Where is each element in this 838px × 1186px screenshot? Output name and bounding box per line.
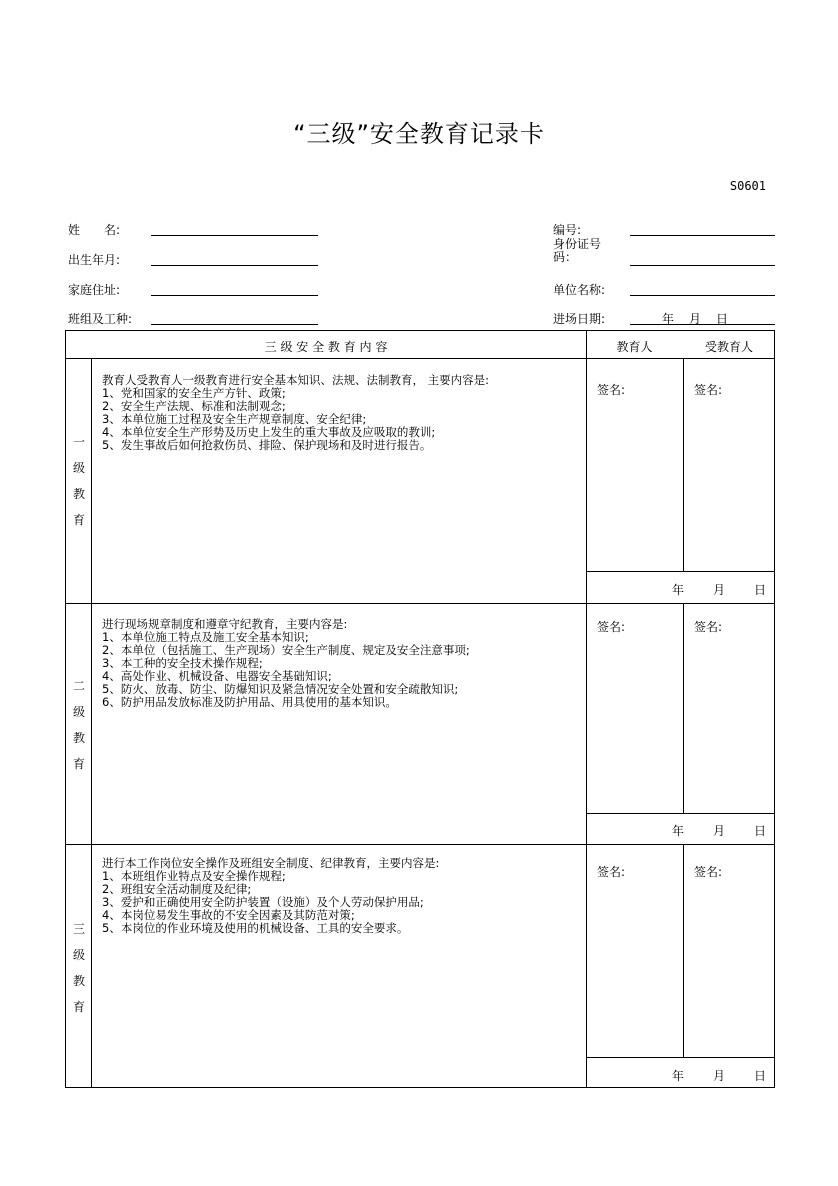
name-label: 姓 名: [68, 223, 121, 237]
section-1-date-year: 年 [672, 583, 685, 597]
section-1-educator-sign[interactable]: 签名: [597, 383, 626, 397]
section-divider [66, 844, 774, 845]
content-divider [586, 331, 587, 1088]
section-3-sign-divider [683, 844, 684, 1057]
section-3-content: 进行本工作岗位安全操作及班组安全制度、纪律教育，主要内容是: 1、本班组作业特点及安全操作规程; 2、班组安全活动制度及纪律; 3、爱护和正确使用安全防护装置（设施）及个人劳动保护用品; 4、本岗位易发生事故的不安全因素及其防范对策; 5、本岗位的作业环境及使用的机械设备、工具的安全要求。 [102, 856, 440, 935]
section-3-date-divider [586, 1057, 774, 1058]
section-2-date-month: 月 [713, 824, 726, 838]
home-address-label: 家庭住址: [68, 283, 121, 297]
section-3-educatee-sign[interactable]: 签名: [694, 865, 723, 879]
entry-date-year: 年 [662, 312, 675, 326]
header-divider [66, 358, 774, 359]
section-2-date-day: 日 [754, 824, 767, 838]
section-2-date-year: 年 [672, 824, 685, 838]
entry-date-field[interactable] [630, 310, 775, 324]
serial-number-field[interactable] [630, 235, 775, 236]
header-educator: 教育人 [616, 340, 653, 354]
entry-date-month: 月 [689, 312, 702, 326]
section-2-educator-sign[interactable]: 签名: [597, 620, 626, 634]
education-table [65, 330, 775, 1088]
header-content: 三 级 安 全 教 育 内 容 [264, 340, 388, 354]
section-1-sign-divider [683, 358, 684, 571]
section-divider [66, 603, 774, 604]
document-code: S0601 [729, 179, 766, 193]
section-3-name: 三 级 教 育 [72, 922, 85, 1014]
section-2-content: 进行现场规章制度和遵章守纪教育，主要内容是: 1、本单位施工特点及施工安全基本知识; 2、本单位（包括施工、生产现场）安全生产制度、规定及安全注意事项; 3、本工种的安全技术操作规程; 4、高处作业、机械设备、电器安全基础知识; 5、防火、放毒、防尘、防爆知识及紧急情况安全处置和安全疏散知识; 6、防护用品发放标准及防护用品、用具使用的基本知识。 [102, 617, 470, 709]
id-number-field[interactable] [630, 265, 775, 266]
section-1-educatee-sign[interactable]: 签名: [694, 383, 723, 397]
section-3-date-day: 日 [754, 1069, 767, 1083]
name-field[interactable] [151, 235, 318, 236]
header-educatee: 受教育人 [704, 340, 753, 354]
birth-date-field[interactable] [151, 265, 318, 266]
home-address-field[interactable] [151, 295, 318, 296]
entry-date-day: 日 [716, 312, 729, 326]
birth-date-label: 出生年月: [68, 253, 121, 267]
section-1-date-divider [586, 571, 774, 572]
page-title: “三级”安全教育记录卡 [293, 120, 545, 148]
section-1-content: 教育人受教育人一级教育进行安全基本知识、法规、法制教育， 主要内容是: 1、党和国家的安全生产方针、政策; 2、安全生产法规、标准和法制观念; 3、本单位施工过程及安全生产规章制度、安全纪律; 4、本单位安全生产形势及历史上发生的重大事故及应吸取的教训; 5、发生事故后如何抢救伤员、排险、保护现场和及时进行报告。 [102, 373, 490, 452]
serial-number-label: 编号: [553, 223, 582, 237]
section-3-educator-sign[interactable]: 签名: [597, 865, 626, 879]
company-name-label: 单位名称: [553, 283, 606, 297]
company-name-field[interactable] [630, 295, 775, 296]
section-1-date-month: 月 [713, 583, 726, 597]
section-2-sign-divider [683, 603, 684, 813]
section-2-date-divider [586, 813, 774, 814]
section-1-date-day: 日 [754, 583, 767, 597]
section-1-name: 一 级 教 育 [72, 435, 85, 527]
team-trade-label: 班组及工种: [68, 312, 133, 326]
entry-date-label: 进场日期: [553, 312, 606, 326]
entry-date-underline [630, 324, 775, 325]
section-2-educatee-sign[interactable]: 签名: [694, 620, 723, 634]
section-3-date-month: 月 [713, 1069, 726, 1083]
section-2-name: 二 级 教 育 [72, 679, 85, 771]
section-3-date-year: 年 [672, 1069, 685, 1083]
team-trade-field[interactable] [151, 324, 318, 325]
id-number-label: 身份证号码： [553, 237, 602, 264]
